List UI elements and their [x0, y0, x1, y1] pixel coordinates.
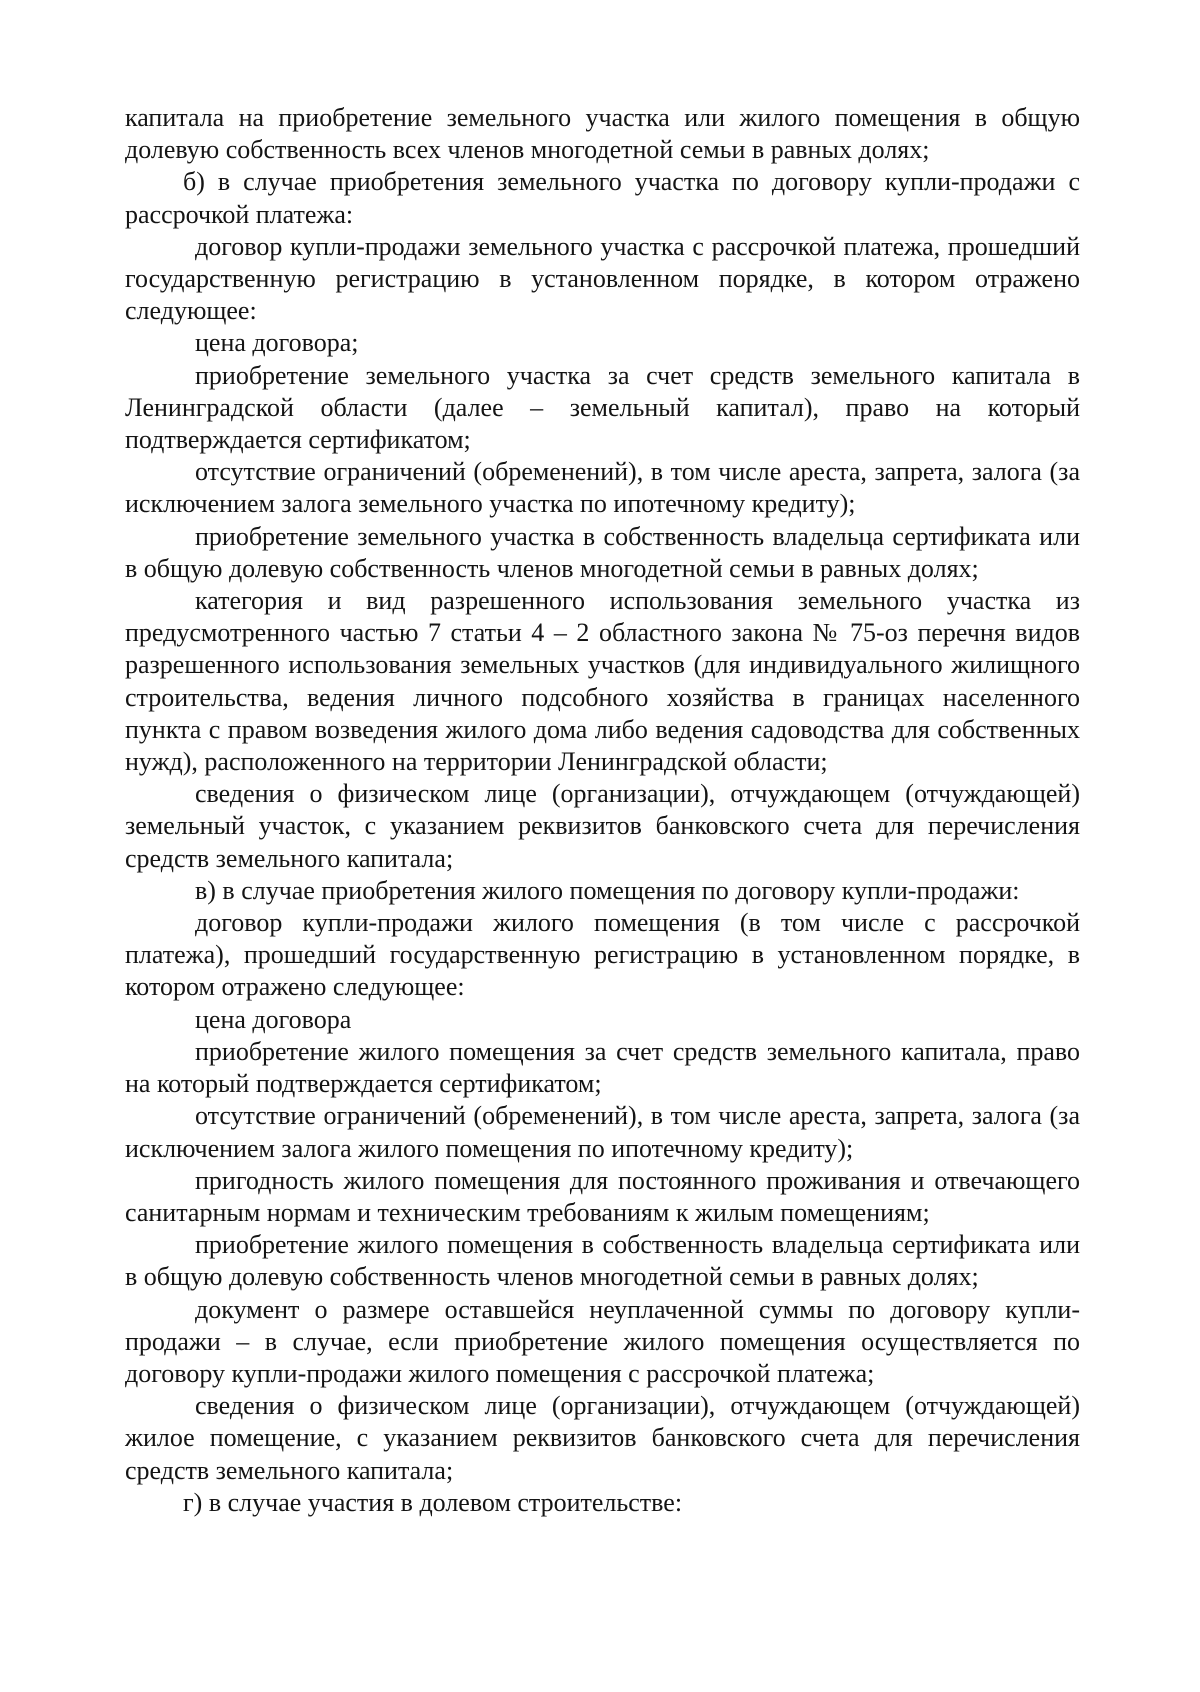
paragraph-2: б) в случае приобретения земельного участка по договору купли-продажи с рассрочкой платежа: [125, 167, 1080, 229]
paragraph-5: приобретение земельного участка за счет средств земельного капитала в Ленинградской области (далее – земельный капитал), право на который подтверждается сертификатом; [125, 360, 1080, 455]
paragraph-16: приобретение жилого помещения в собственность владельца сертификата или в общую долевую собственность членов многодетной семьи в равных долях; [125, 1230, 1080, 1292]
paragraph-4: цена договора; [195, 328, 359, 358]
paragraph-19: г) в случае участия в долевом строительстве: [183, 1487, 683, 1517]
paragraph-11: договор купли-продажи жилого помещения (в том числе с рассрочкой платежа), прошедший государственную регистрацию в установленном порядке, в котором отражено следующее: [125, 908, 1080, 1002]
paragraph-13: приобретение жилого помещения за счет средств земельного капитала, право на который подтверждается сертификатом; [125, 1036, 1080, 1099]
paragraph-3: договор купли-продажи земельного участка с рассрочкой платежа, прошедший государственную регистрацию в установленном порядке, в котором отражено следующее: [125, 231, 1080, 326]
paragraph-10: в) в случае приобретения жилого помещения по договору купли-продажи: [195, 875, 1020, 905]
paragraph-6: отсутствие ограничений (обременений), в том числе ареста, запрета, залога (за исключением залога земельного участка по ипотечному кредиту); [125, 457, 1080, 519]
document-page [125, 102, 1080, 1519]
paragraph-7: приобретение земельного участка в собственность владельца сертификата или в общую долевую собственность членов многодетной семьи в равных долях; [125, 521, 1080, 583]
paragraph-1: капитала на приобретение земельного участка или жилого помещения в общую долевую собственность всех членов многодетной семьи в равных долях; [125, 103, 1080, 165]
paragraph-9: сведения о физическом лице (организации), отчуждающем (отчуждающей) земельный участок, с указанием реквизитов банковского счета для перечисления средств земельного капитала; [125, 779, 1080, 873]
paragraph-17: документ о размере оставшейся неуплаченной суммы по договору купли-продажи – в случае, если приобретение жилого помещения осуществляется по договору купли-продажи жилого помещения с рассрочкой платежа; [125, 1294, 1080, 1388]
paragraph-18: сведения о физическом лице (организации), отчуждающем (отчуждающей) жилое помещение, с указанием реквизитов банковского счета для перечисления средств земельного капитала; [125, 1391, 1080, 1485]
paragraph-15: пригодность жилого помещения для постоянного проживания и отвечающего санитарным нормам и техническим требованиям к жилым помещениям; [125, 1165, 1080, 1227]
paragraph-12: цена договора [195, 1004, 352, 1034]
paragraph-14: отсутствие ограничений (обременений), в том числе ареста, запрета, залога (за исключением залога жилого помещения по ипотечному кредиту); [125, 1101, 1080, 1163]
paragraph-8: категория и вид разрешенного использования земельного участка из предусмотренного частью 7 статьи 4 – 2 областного закона № 75-оз перечня видов разрешенного использования земельных участков (для индивидуального жилищного строительства, ведения личного подсобного хозяйства в границах населенного пункта с правом возведения жилого дома либо ведения садоводства для собственных нужд), расположенного на территории Ленинградской области; [125, 586, 1080, 777]
